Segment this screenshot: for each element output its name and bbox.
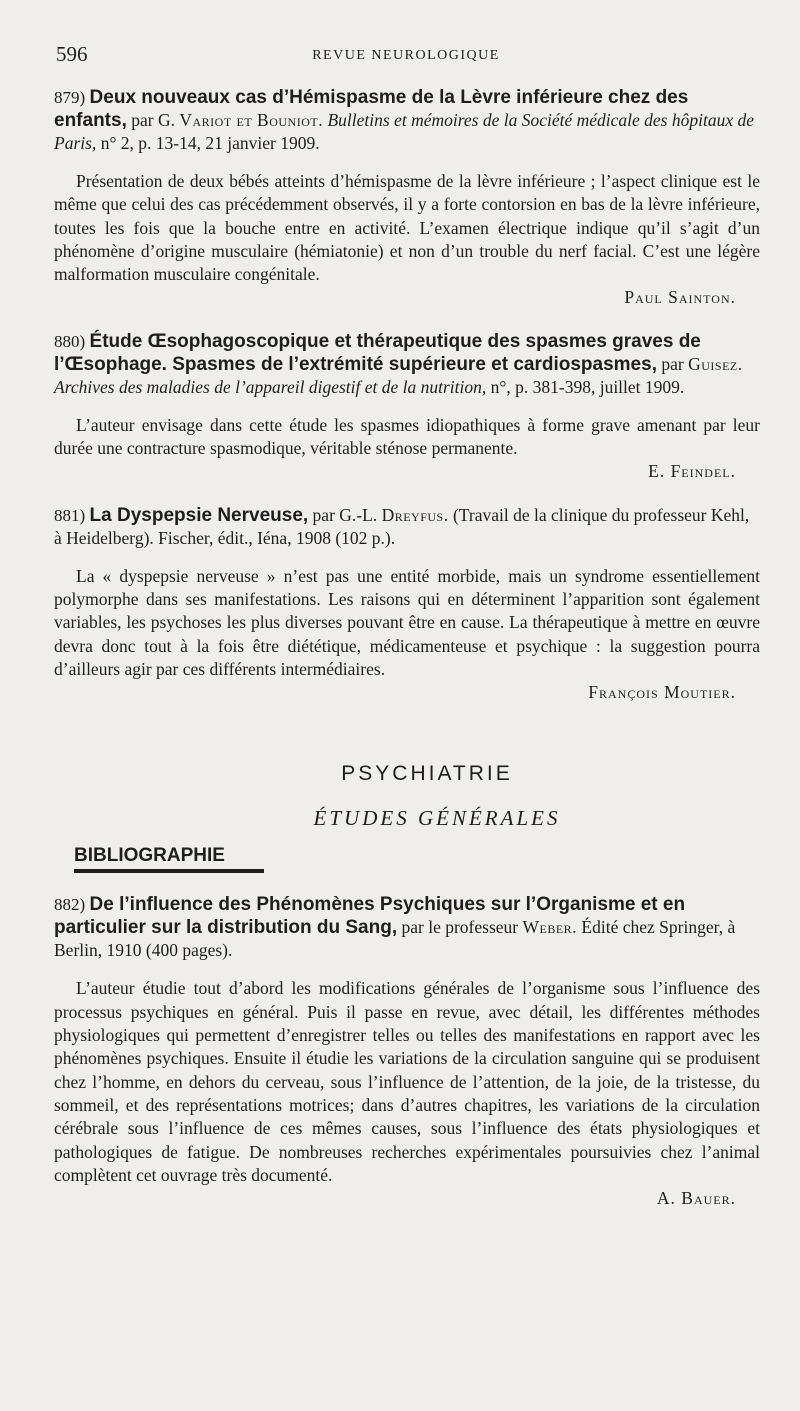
entry-title: Étude Œsophagoscopique et thérapeutique des spasmes graves de l’Œsophage. Spasmes de l’extrémité supérieure et cardiospasmes, <box>54 330 701 375</box>
entry-by: par <box>661 353 684 374</box>
entry-title: La Dyspepsie Nerveuse, <box>89 504 309 526</box>
entry-authors: Dreyfus. <box>381 504 449 525</box>
entry-authors: Variot et Bouniot. <box>179 110 324 130</box>
running-head: REVUE NEUROLOGIQUE <box>312 48 500 63</box>
entry-number: 879) <box>54 88 86 107</box>
entry-signature: A. Bauer. <box>656 1188 736 1209</box>
entry-signature: François Moutier. <box>588 682 736 703</box>
page-content <box>54 86 760 1210</box>
entry-number: 882) <box>54 895 86 915</box>
entry-880 <box>54 330 760 484</box>
entry-number: 880) <box>54 331 86 351</box>
entry-body: Présentation de deux bébés atteints d’hémispasme de la lèvre inférieure ; l’aspect clinique est le même que celui des cas précédemment observés, il y a forte contorsion en bas de la lèvre inférieure, toutes les fois que la bouche entre en activité. L’examen électrique indique qu’il s’agit d’un phénomène d’origine musculaire (hémiatonie) et non d’un trouble du nerf facial. C’est une légère malformation musculaire congénitale. <box>54 171 760 285</box>
bibliography-label: BIBLIOGRAPHIE <box>74 845 264 873</box>
entry-by: par G. <box>131 110 175 130</box>
entry-body: L’auteur étudie tout d’abord les modifications générales de l’organisme sous l’influence des processus psychiques en général. Puis il passe en revue, avec détail, les différentes méthodes physiologiques qui permettent d’enregistrer telles ou telles des manifestations en rapport avec les phénomènes psychiques. Ensuite il étudie les variations de la circulation sanguine qui se produisent chez l’homme, en dehors du cerveau, sous l’influence de l’attention, de la joie, de la tristesse, du sommeil, et des représentations motrices; dans d’autres chapitres, les variations de la circulation cérébrale sous l’influence de ces mêmes causes, sous l’influence des états physiologiques et pathologiques de fatigue. De nombreuses recherches expérimentales poursuivies chez l’animal complètent cet ouvrage très documenté. <box>54 978 760 1185</box>
entry-signature: Paul Sainton. <box>624 287 736 308</box>
entry-reference: Édité chez Springer, à Berlin, 1910 (400 pages). <box>54 917 736 961</box>
entry-authors: Weber. <box>522 917 578 938</box>
entry-reference: (Travail de la clinique du professeur Kehl, à Heidelberg). Fischer, édit., Iéna, 1908 (102 p.). <box>54 504 750 548</box>
subsection-title: ÉTUDES GÉNÉRALES <box>313 806 561 831</box>
entry-title: Deux nouveaux cas d’Hémispasme de la Lèvre inférieure chez des enfants, <box>54 87 689 131</box>
entry-reference: Bulletins et mémoires de la Société médicale des hôpitaux de Paris, <box>54 110 754 153</box>
entry-authors: Guisez. <box>688 353 743 374</box>
entry-reference: Archives des maladies de l’appareil digestif et de la nutrition, <box>54 376 487 397</box>
entry-title: De l’influence des Phénomènes Psychiques sur l’Organisme et en particulier sur la distribution du Sang, <box>54 894 686 939</box>
entry-body: L’auteur envisage dans cette étude les spasmes idiopathiques à forme grave amenant par leur durée une contracture spasmodique, véritable sténose permanente. <box>54 414 760 459</box>
section-title: PSYCHIATRIE <box>341 762 513 786</box>
entry-reference-tail: n°, p. 381-398, juillet 1909. <box>490 376 685 397</box>
entry-reference-tail: n° 2, p. 13-14, 21 janvier 1909. <box>100 133 320 153</box>
entry-heading <box>54 86 760 154</box>
entry-heading <box>54 504 760 549</box>
entry-heading <box>54 893 760 961</box>
entry-number: 881) <box>54 505 86 525</box>
entry-881 <box>54 504 760 705</box>
entry-879 <box>54 86 760 310</box>
entry-by: par G.-L. <box>312 504 378 525</box>
entry-heading <box>54 330 760 398</box>
entry-by: par le professeur <box>401 917 519 938</box>
entry-signature: E. Feindel. <box>648 461 736 482</box>
page-header <box>56 42 756 72</box>
entry-body: La « dyspepsie nerveuse » n’est pas une entité morbide, mais un syndrome essentiellement polymorphe dans ses manifestations. Les raisons qui en déterminent l’apparition sont également variables, les psychoses les plus diverses pouvant être en cause. La thérapeutique à mettre en œuvre devra donc tout à la fois être diététique, médicamenteuse et psychique : la suggestion pourra d’ailleurs agir par ces différents intermédiaires. <box>54 565 760 679</box>
page-number: 596 <box>56 42 88 66</box>
entry-882 <box>54 893 760 1210</box>
